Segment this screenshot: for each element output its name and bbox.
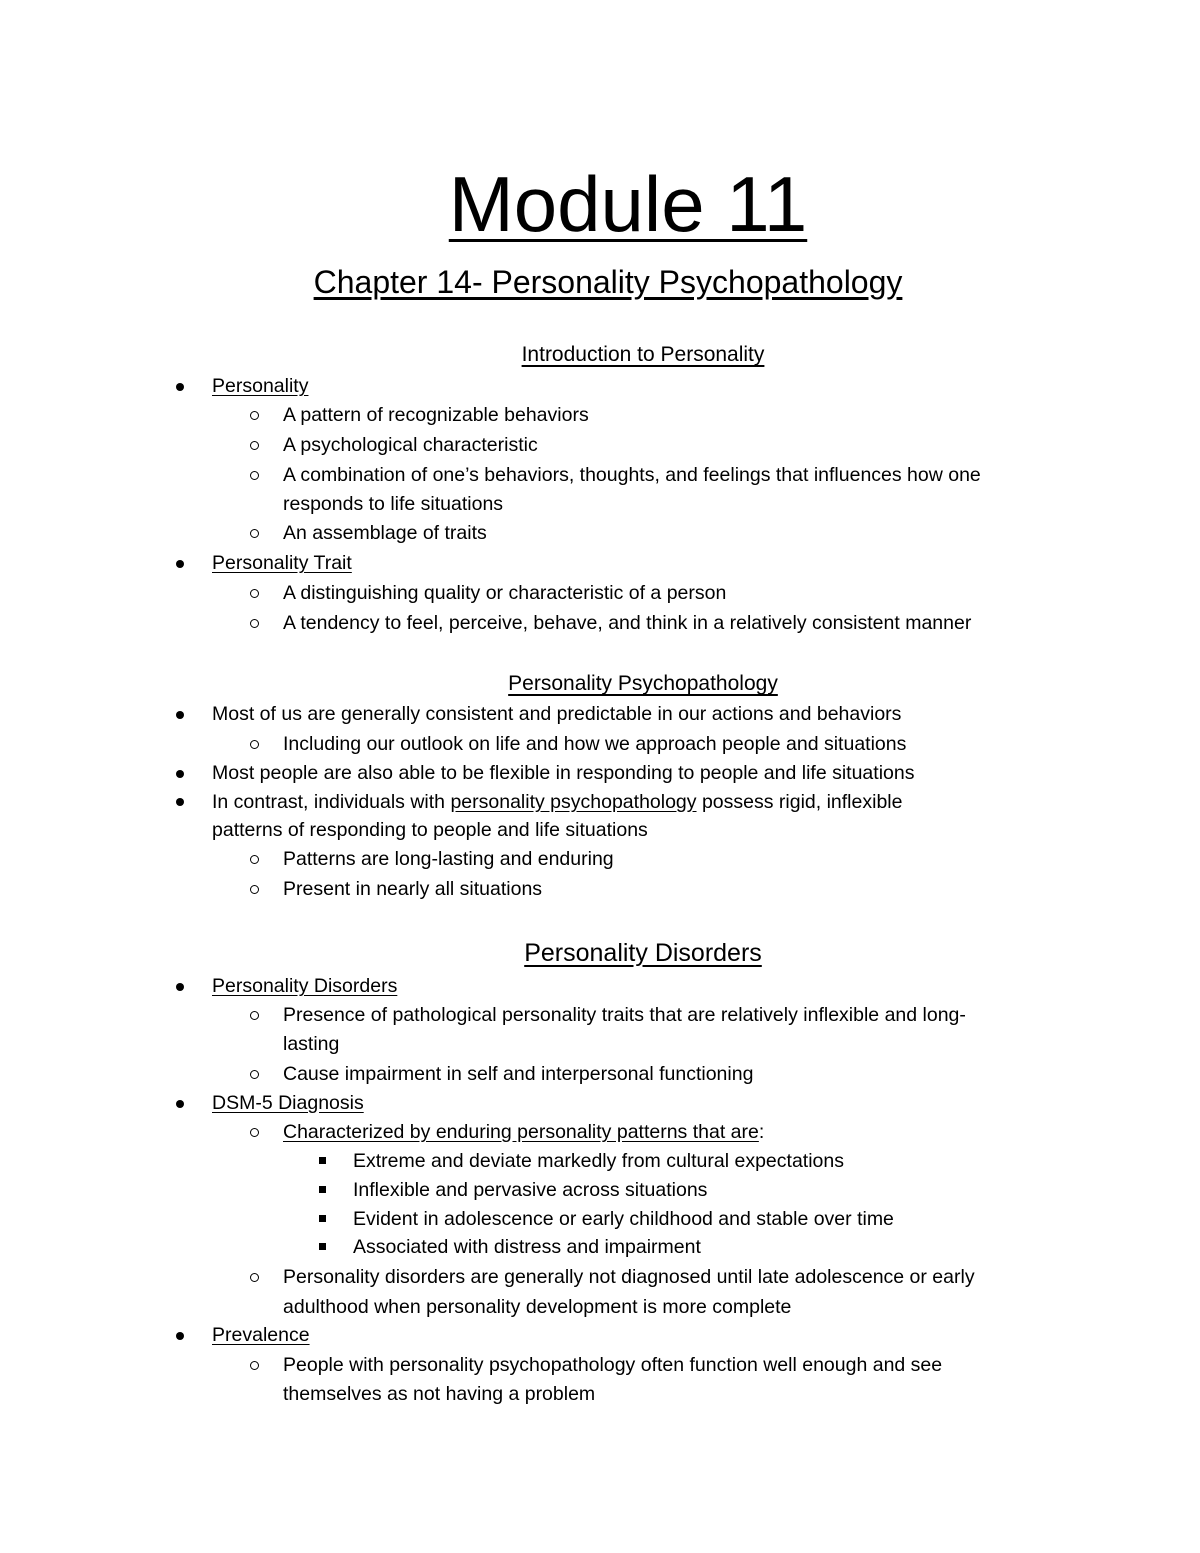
- sub-bullet: [250, 589, 259, 598]
- list-item: Most people are also able to be flexible in responding to people and life situations: [212, 762, 915, 784]
- criterion-item: Inflexible and pervasive across situations: [353, 1179, 708, 1201]
- sub-bullet: [250, 1273, 259, 1282]
- sub-bullet: [250, 1128, 259, 1137]
- square-bullet: [319, 1215, 326, 1222]
- text-segment: In contrast, individuals with: [212, 791, 451, 813]
- criterion-item: Extreme and deviate markedly from cultural expectations: [353, 1150, 844, 1172]
- chapter-title: Chapter 14- Personality Psychopathology: [313, 264, 903, 300]
- term-personality-trait: Personality Trait: [212, 552, 352, 574]
- square-bullet: [319, 1157, 326, 1164]
- sub-bullet: [250, 885, 259, 894]
- sub-bullet: [250, 1361, 259, 1370]
- list-item: [212, 789, 902, 815]
- list-item-continuation: responds to life situations: [283, 493, 504, 515]
- sub-bullet: [250, 471, 259, 480]
- bullet: [176, 770, 184, 778]
- list-item-continuation: lasting: [283, 1033, 340, 1055]
- criterion-item: Evident in adolescence or early childhood and stable over time: [353, 1208, 894, 1230]
- term-prevalence: Prevalence: [212, 1324, 310, 1346]
- square-bullet: [319, 1243, 326, 1250]
- section-heading-intro: Introduction to Personality: [521, 343, 765, 366]
- criterion-item: Associated with distress and impairment: [353, 1236, 701, 1258]
- list-item: A combination of one’s behaviors, thoughts, and feelings that influences how one: [283, 464, 981, 486]
- list-item-continuation: themselves as not having a problem: [283, 1383, 596, 1405]
- section-heading-psychopathology: Personality Psychopathology: [508, 672, 778, 695]
- list-item: Patterns are long-lasting and enduring: [283, 848, 614, 870]
- bullet: [176, 1100, 184, 1108]
- term-personality-disorders: Personality Disorders: [212, 975, 398, 997]
- bullet: [176, 798, 184, 806]
- term-personality-psychopathology: personality psychopathology: [450, 791, 697, 813]
- sub-bullet: [250, 411, 259, 420]
- term-personality: Personality: [212, 375, 309, 397]
- list-item-continuation: patterns of responding to people and life situations: [212, 819, 648, 841]
- bullet: [176, 383, 184, 391]
- sub-bullet: [250, 1011, 259, 1020]
- sub-bullet: [250, 619, 259, 628]
- list-item: A psychological characteristic: [283, 434, 538, 456]
- list-item: People with personality psychopathology often function well enough and see: [283, 1354, 943, 1376]
- sub-bullet: [250, 855, 259, 864]
- sub-bullet: [250, 740, 259, 749]
- list-item: An assemblage of traits: [283, 522, 487, 544]
- bullet: [176, 983, 184, 991]
- bullet: [176, 1332, 184, 1340]
- sub-bullet: [250, 1070, 259, 1079]
- sub-bullet: [250, 441, 259, 450]
- list-item: Including our outlook on life and how we approach people and situations: [283, 733, 907, 755]
- text-segment: :: [758, 1121, 765, 1143]
- list-item: Most of us are generally consistent and predictable in our actions and behaviors: [212, 703, 902, 725]
- page-title: Module 11: [448, 160, 808, 248]
- list-item: Presence of pathological personality traits that are relatively inflexible and long-: [283, 1004, 966, 1026]
- section-heading-disorders: Personality Disorders: [524, 939, 762, 967]
- list-item: Cause impairment in self and interpersonal functioning: [283, 1063, 754, 1085]
- list-item: A distinguishing quality or characteristic of a person: [283, 582, 727, 604]
- list-item-continuation: adulthood when personality development is more complete: [283, 1296, 792, 1318]
- sub-bullet: [250, 529, 259, 538]
- text-segment: possess rigid, inflexible: [696, 791, 903, 813]
- bullet: [176, 560, 184, 568]
- list-item: Present in nearly all situations: [283, 878, 543, 900]
- list-item: A tendency to feel, perceive, behave, and think in a relatively consistent manner: [283, 612, 972, 634]
- list-item: A pattern of recognizable behaviors: [283, 404, 589, 426]
- bullet: [176, 711, 184, 719]
- list-item: [283, 1119, 764, 1145]
- dsm-criteria-intro: Characterized by enduring personality patterns that are: [283, 1121, 759, 1143]
- square-bullet: [319, 1186, 326, 1193]
- term-dsm-5-diagnosis: DSM-5 Diagnosis: [212, 1092, 364, 1114]
- list-item: Personality disorders are generally not diagnosed until late adolescence or early: [283, 1266, 975, 1288]
